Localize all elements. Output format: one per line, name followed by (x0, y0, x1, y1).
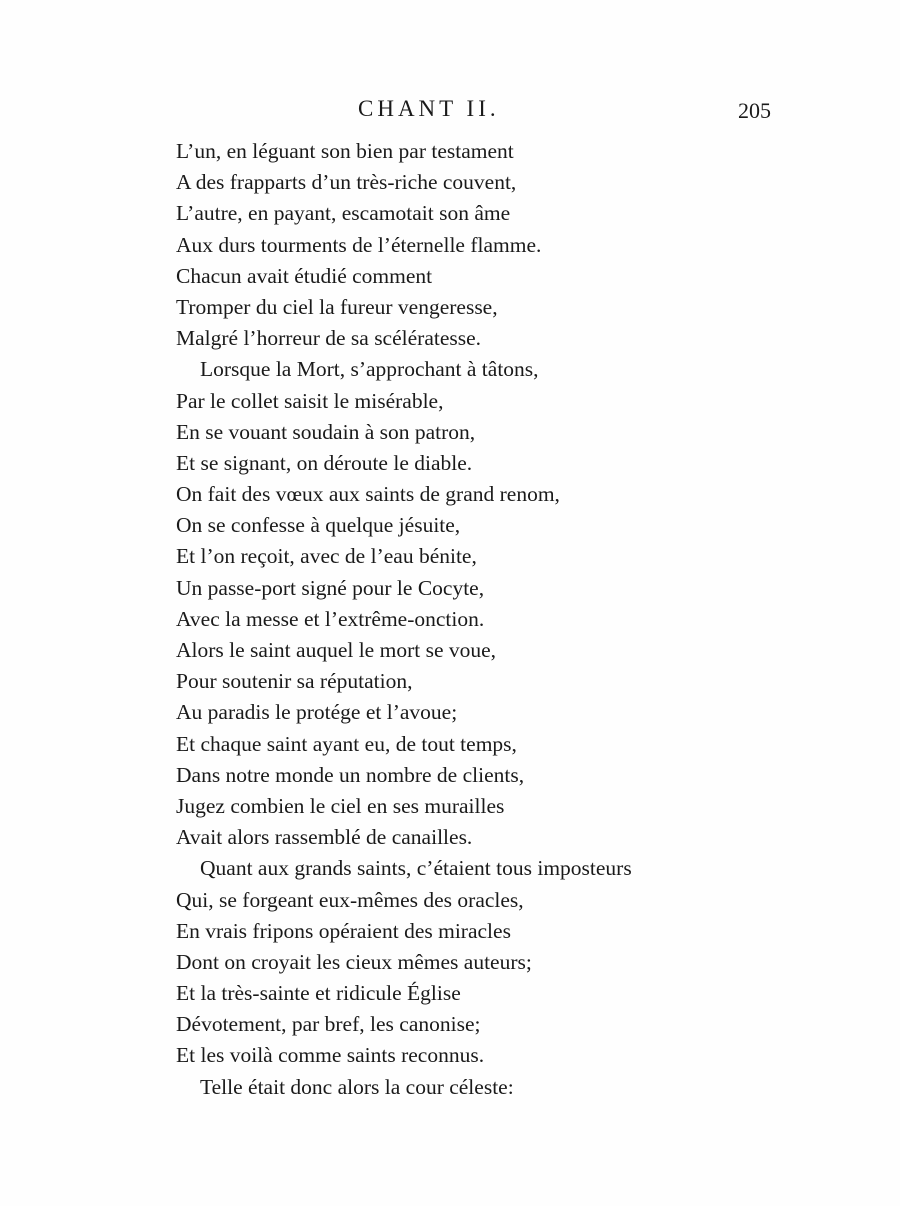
verse-line: Et se signant, on déroute le diable. (176, 450, 473, 475)
verse-line: L’un, en léguant son bien par testament (176, 139, 514, 163)
verse-line: Alors le saint auquel le mort se voue, (176, 638, 497, 662)
verse-line: On se confesse à quelque jésuite, (176, 513, 461, 538)
verse-line: En se vouant soudain à son patron, (176, 419, 476, 444)
verse-line: Lorsque la Mort, s’approchant à tâtons, (200, 357, 539, 382)
running-title: CHANT II. (358, 96, 500, 121)
verse-line: Dans notre monde un nombre de clients, (176, 762, 525, 787)
poem-verses (176, 136, 816, 1103)
verse-line: L’autre, en payant, escamotait son âme (176, 201, 511, 226)
verse-line: Avec la messe et l’extrême-onction. (176, 606, 485, 631)
verse-line: Qui, se forgeant eux-mêmes des oracles, (176, 887, 524, 912)
verse-line: Et la très-sainte et ridicule Église (176, 981, 461, 1006)
verse-line: Au paradis le protége et l’avoue; (176, 700, 458, 725)
verse-line: Et chaque saint ayant eu, de tout temps, (176, 731, 517, 756)
page-header (0, 92, 900, 126)
verse-line: Et les voilà comme saints reconnus. (176, 1043, 485, 1068)
verse-line: Dont on croyait les cieux mêmes auteurs; (176, 949, 532, 974)
verse-line: Jugez combien le ciel en ses murailles (176, 793, 505, 818)
verse-line: Telle était donc alors la cour céleste: (200, 1074, 514, 1099)
verse-line: Malgré l’horreur de sa scélératesse. (176, 326, 482, 351)
verse-line: Tromper du ciel la fureur vengeresse, (176, 294, 498, 319)
verse-line: Pour soutenir sa réputation, (176, 669, 413, 694)
verse-line: Quant aux grands saints, c’étaient tous imposteurs (200, 856, 632, 881)
verse-line: Un passe-port signé pour le Cocyte, (176, 575, 485, 600)
verse-line: Dévotement, par bref, les canonise; (176, 1012, 481, 1037)
verse-line: On fait des vœux aux saints de grand renom, (176, 482, 560, 507)
verse-line: Aux durs tourments de l’éternelle flamme. (176, 232, 542, 257)
page-number: 205 (738, 98, 771, 123)
verse-line: Chacun avait étudié comment (176, 263, 433, 288)
verse-line: Avait alors rassemblé de canailles. (176, 825, 473, 850)
verse-line: A des frapparts d’un très-riche couvent, (176, 170, 517, 195)
verse-line: En vrais fripons opéraient des miracles (176, 918, 511, 943)
verse-line: Et l’on reçoit, avec de l’eau bénite, (176, 544, 477, 569)
verse-line: Par le collet saisit le misérable, (176, 388, 444, 413)
